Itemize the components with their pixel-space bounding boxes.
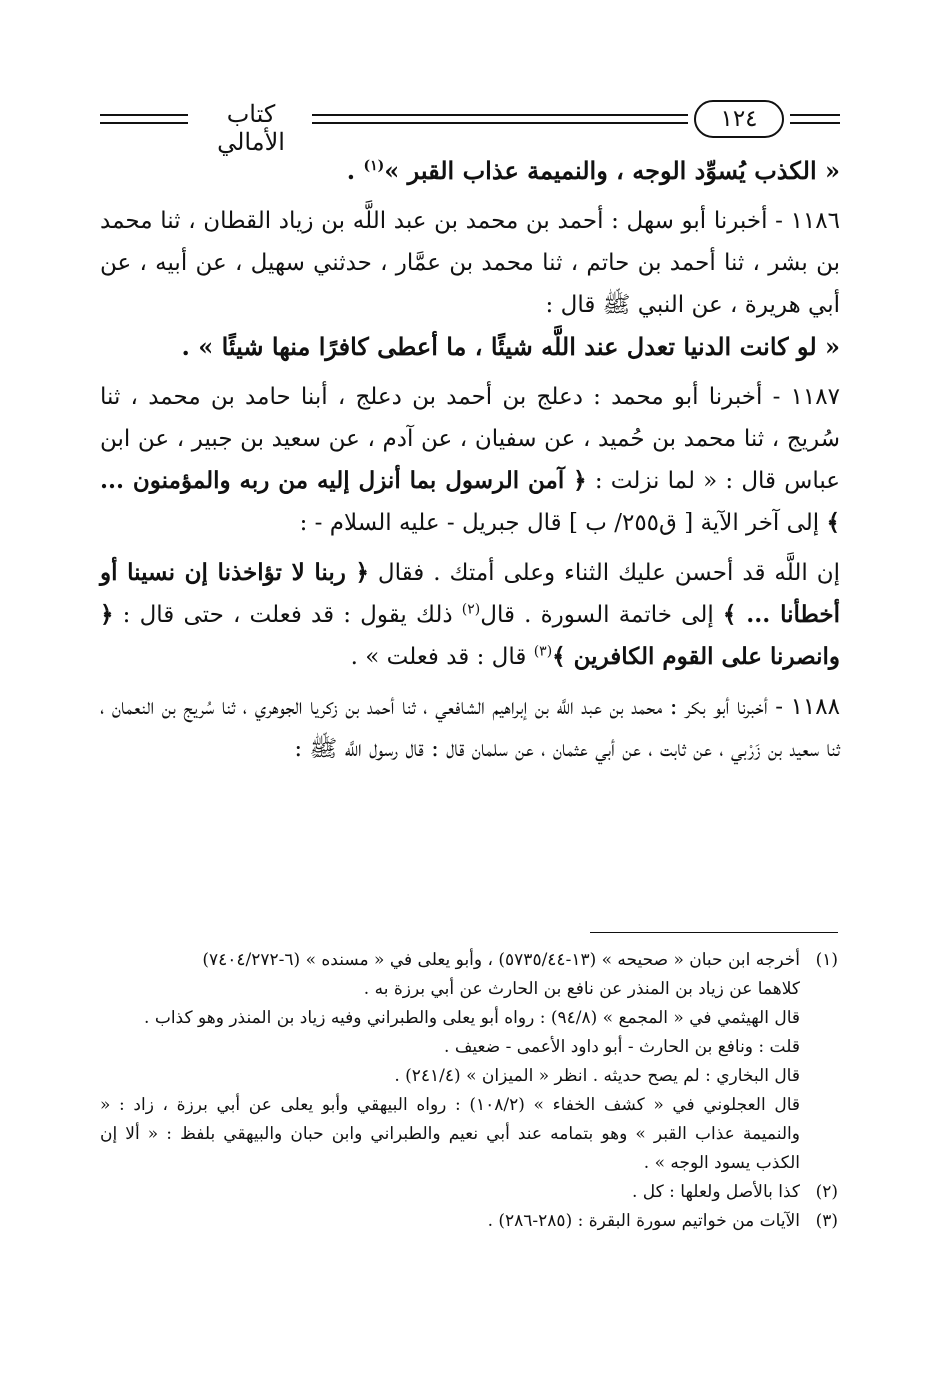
hadith-1187-isnad	[100, 376, 840, 544]
header-rule-middle	[312, 114, 688, 124]
hadith-text: « الكذب يُسوِّد الوجه ، والنميمة عذاب القبر »	[384, 156, 840, 185]
footnote-ref-1: (١)	[363, 158, 385, 174]
running-title: كتاب الأمالي	[217, 100, 285, 156]
hadith-text: ذلك يقول : قد فعلت ، حتى قال :	[113, 602, 462, 628]
page-header	[100, 92, 840, 156]
quran-verse: ﴿ آمن الرسول بما أنزل إليه من ربه والمؤمنون ... ﴾	[100, 467, 840, 536]
footnote-line: قال البخاري : لم يصح حديثه . انظر « الميزان » (٢٤١/٤) .	[394, 1066, 800, 1086]
isnad-text-end: إلى آخر الآية [ ق٢٥٥/ ب ] قال جبريل - عليه السلام - :	[299, 510, 827, 536]
hadith-text: إن اللَّه قد أحسن عليك الثناء وعلى أمتك . فقال	[368, 560, 840, 586]
footnote-2	[100, 1178, 838, 1207]
hadith-text: قال : قد فعلت » .	[350, 644, 534, 670]
quran-verse: ﴿ وانصرنا على القوم الكافرين ﴾	[100, 601, 840, 670]
isnad-text: ١١٨٧ - أخبرنا أبو محمد : دعلج بن أحمد بن دعلج ، أبنا حامد بن محمد ، ثنا سُريج ، ثنا محمد بن حُميد ، عن سفيان ، عن آدم ، عن سعيد بن جبير ، عن ابن عباس قال : « لما نزلت :	[100, 384, 840, 494]
footnote-text: الآيات من خواتيم سورة البقرة : (٢٨٥-٢٨٦) .	[487, 1211, 800, 1231]
footnote-number: (١)	[815, 950, 838, 970]
main-text	[100, 150, 840, 770]
header-rule-left	[100, 114, 188, 124]
footnote-number: (٢)	[815, 1182, 838, 1202]
footnotes	[100, 946, 838, 1236]
footnote-line: قال العجلوني في « كشف الخفاء » (١٠٨/٢) : رواه البيهقي وأبو يعلى عن أبي برزة ، زاد : « والنميمة عذاب القبر » وهو بتمامه عند أبي نعيم والطبراني وابن حبان والبيهقي بلفظ : « ألا إن الكذب يسود الوجه » .	[100, 1095, 800, 1173]
hadith-text: إلى خاتمة السورة . قال	[480, 602, 723, 628]
footnote-text: كذا بالأصل ولعلها : كل .	[631, 1182, 800, 1202]
hadith-1188-isnad: ١١٨٨ - أخبرنا أبو بكر : محمد بن عبد اللَّه بن إبراهيم الشافعي ، ثنا أحمد بن زكريا الجوهري ، ثنا سُريج بن النعمان ، ثنا سعيد بن زَرْبي ، عن ثابت ، عن أبي عثمان ، عن سلمان قال : قال رسول اللَّه ﷺ :	[100, 694, 840, 762]
footnote-line: قال الهيثمي في « المجمع » (٩٤/٨) : رواه أبو يعلى والطبراني وفيه زياد بن المنذر وهو كذاب .	[144, 1008, 800, 1028]
footnote-line: كلاهما عن زياد بن المنذر عن نافع بن الحارث عن أبي برزة به .	[363, 979, 800, 999]
footnote-1	[100, 946, 838, 975]
footnote-3	[100, 1207, 838, 1236]
hadith-1187-text	[100, 552, 840, 678]
header-rule-right	[790, 114, 840, 124]
footnote-line: قلت : ونافع بن الحارث - أبو داود الأعمى - ضعيف .	[444, 1037, 800, 1057]
hadith-1186-text: « لو كانت الدنيا تعدل عند اللَّه شيئًا ، ما أعطى كافرًا منها شيئًا » .	[181, 332, 840, 361]
page-number: ١٢٤	[694, 100, 784, 138]
footnote-number: (٣)	[815, 1211, 838, 1231]
hadith-1186-isnad: ١١٨٦ - أخبرنا أبو سهل : أحمد بن محمد بن عبد اللَّه بن زياد القطان ، ثنا محمد بن بشر ، ثنا أحمد بن حاتم ، ثنا محمد بن عمَّار ، حدثني سهيل ، عن أبيه ، عن أبي هريرة ، عن النبي ﷺ قال :	[100, 208, 840, 318]
footnote-ref-3: (٣)	[533, 643, 553, 660]
punctuation: .	[346, 156, 364, 185]
hadith-1185-text	[100, 150, 840, 192]
footnote-separator	[590, 932, 838, 933]
footnote-ref-2: (٢)	[461, 601, 481, 618]
footnote-text: أخرجه ابن حبان « صحيحه » (١٣-٥٧٣٥/٤٤) ، وأبو يعلى في « مسنده » (٦-٧٤٠٤/٢٧٢)	[202, 950, 800, 970]
quran-verse: ﴿ ربنا لا تؤاخذنا إن نسينا أو أخطأنا ... ﴾	[100, 559, 841, 628]
